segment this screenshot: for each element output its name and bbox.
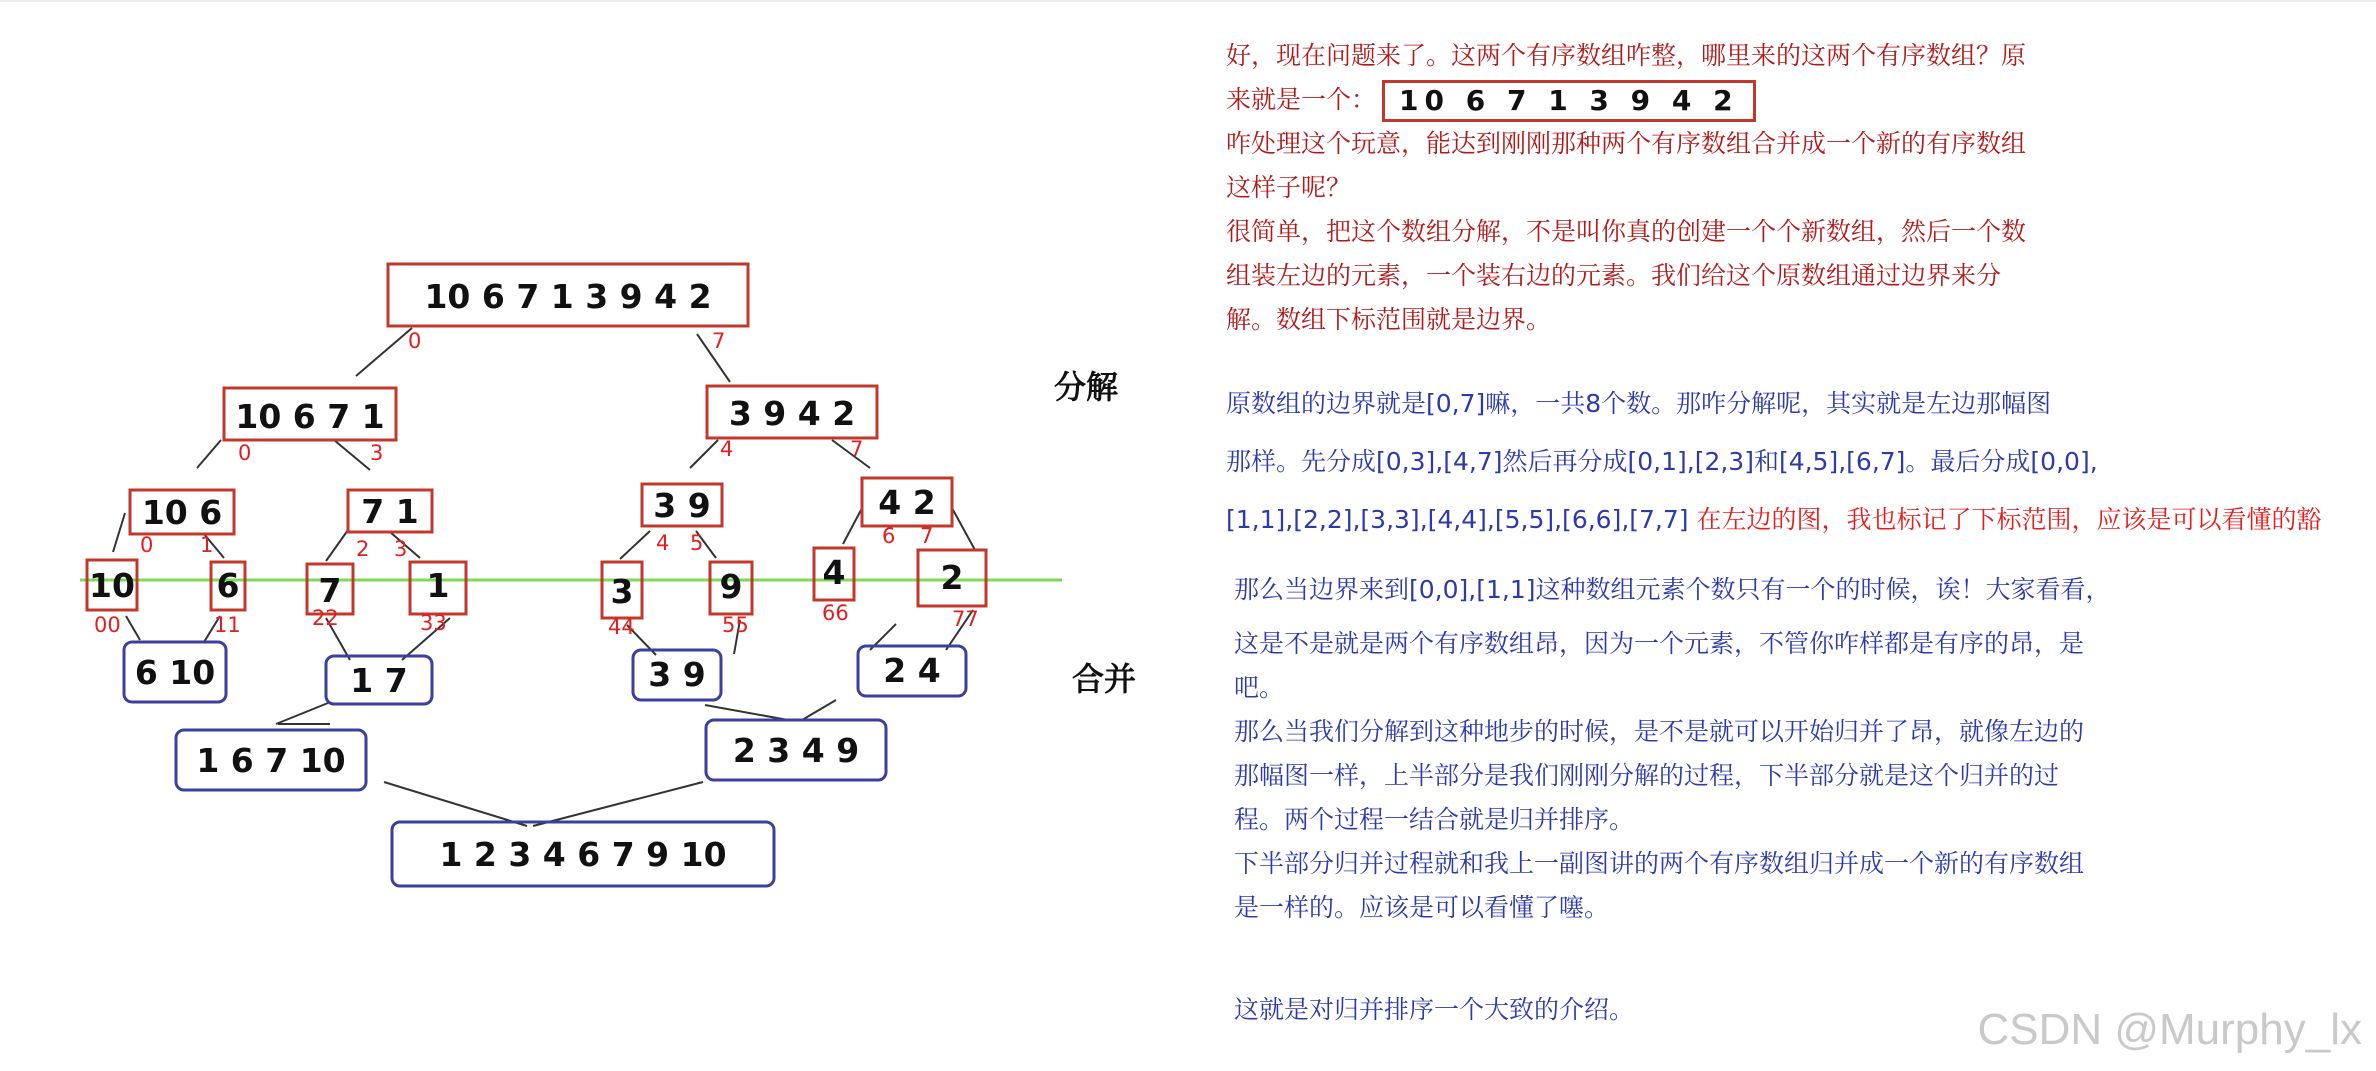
node-text: 6	[216, 566, 240, 605]
para-line: 那幅图一样，上半部分是我们刚刚分解的过程，下半部分就是这个归并的过	[1234, 761, 2060, 790]
node-text: 3 9	[653, 486, 711, 525]
index-label: 11	[214, 613, 241, 637]
index-label: 00	[94, 613, 121, 637]
split-node	[642, 484, 722, 555]
node-text: 3 9	[648, 655, 706, 694]
para-text: 来就是一个：	[1226, 85, 1377, 114]
index-label: 7	[850, 437, 864, 461]
node-text: 3	[610, 572, 634, 611]
leaf-node	[602, 562, 642, 639]
para-line: 好，现在问题来了。这两个有序数组咋整，哪里来的这两个有序数组？原	[1226, 41, 2027, 70]
split-node	[224, 388, 396, 465]
para-line: 程。两个过程一结合就是归并排序。	[1234, 805, 1635, 834]
merge-connectors	[126, 610, 973, 826]
index-label: 0	[140, 533, 154, 557]
node-text: 1 6 7 10	[196, 741, 346, 780]
para-line: 解。数组下标范围就是边界。	[1226, 305, 1552, 334]
para-line	[1226, 78, 1756, 122]
watermark: CSDN @Murphy_lx	[1977, 1005, 2362, 1054]
index-label: 22	[312, 606, 339, 630]
index-label: 2	[356, 537, 370, 561]
split-node	[707, 386, 877, 461]
index-label: 44	[608, 615, 635, 639]
node-text: 10 6 7 1 3 9 4 2	[424, 277, 712, 316]
index-label: 55	[722, 613, 749, 637]
index-label: 66	[822, 601, 849, 625]
split-label: 分解	[1054, 368, 1119, 406]
node-text: 7	[318, 571, 342, 610]
node-text: 2	[940, 558, 964, 597]
merge-node	[124, 642, 226, 702]
merge-node	[858, 646, 966, 696]
para-line: 这样子呢？	[1226, 173, 1352, 202]
para-line: 下半部分归并过程就和我上一副图讲的两个有序数组归并成一个新的有序数组	[1234, 849, 2085, 878]
node-text: 10 6 7 1	[235, 397, 385, 436]
index-label: 0	[238, 441, 252, 465]
index-label: 5	[690, 531, 704, 555]
para-text-highlight: 在左边的图，我也标记了下标范围，应该是可以看懂的豁	[1696, 505, 2322, 534]
leaf-node	[410, 562, 466, 635]
node-text: 2 4	[883, 651, 941, 690]
node-text: 1 2 3 4 6 7 9 10	[439, 835, 727, 874]
index-label: 7	[920, 524, 934, 548]
leaf-node	[814, 548, 854, 625]
para-line: 那么当我们分解到这种地步的时候，是不是就可以开始归并了昂，就像左边的	[1234, 717, 2085, 746]
node-text: 4 2	[878, 483, 936, 522]
split-node	[862, 478, 952, 548]
index-label: 6	[882, 524, 896, 548]
index-label: 77	[952, 607, 979, 631]
split-node	[388, 264, 748, 353]
node-text: 9	[719, 567, 743, 606]
para-line: 那么当边界来到[0,0],[1,1]这种数组元素个数只有一个的时候，诶！大家看看，	[1234, 575, 2111, 604]
index-label: 4	[720, 437, 734, 461]
node-text: 4	[822, 553, 846, 592]
index-label: 7	[712, 329, 726, 353]
para-line: 那样。先分成[0,3],[4,7]然后再分成[0,1],[2,3]和[4,5],[6,7]。最后分成[0,0],	[1226, 447, 2098, 476]
merge-node	[392, 822, 774, 886]
array-box: 10 6 7 1 3 9 4 2	[1382, 80, 1756, 122]
index-label: 4	[656, 531, 670, 555]
index-label: 1	[200, 533, 214, 557]
para-line: 吧。	[1234, 673, 1285, 702]
index-label: 3	[394, 537, 408, 561]
merge-node	[326, 656, 432, 704]
node-text: 3 9 4 2	[728, 394, 856, 433]
node-text: 6 10	[134, 653, 216, 692]
index-label: 33	[420, 611, 447, 635]
para-line: 是一样的。应该是可以看懂了噻。	[1234, 893, 1610, 922]
node-text: 7 1	[361, 492, 419, 531]
para-line: 这就是对归并排序一个大致的介绍。	[1234, 995, 1635, 1024]
index-label: 0	[408, 329, 422, 353]
node-text: 1 7	[350, 661, 408, 700]
para-line: 原数组的边界就是[0,7]嘛，一共8个数。那咋分解呢，其实就是左边那幅图	[1226, 389, 2052, 418]
index-label: 3	[370, 441, 384, 465]
para-line: 这是不是就是两个有序数组昂，因为一个元素，不管你咋样都是有序的昂，是	[1234, 629, 2085, 658]
para-line: 很简单，把这个数组分解，不是叫你真的创建一个个新数组，然后一个数	[1226, 217, 2027, 246]
node-text: 1	[426, 566, 450, 605]
para-line: 咋处理这个玩意，能达到刚刚那种两个有序数组合并成一个新的有序数组	[1226, 129, 2027, 158]
node-text: 10 6	[141, 493, 223, 532]
merge-label: 合并	[1072, 660, 1137, 698]
split-node	[130, 490, 234, 557]
leaf-node	[307, 564, 353, 630]
leaf-node	[710, 562, 752, 637]
leaf-node	[211, 562, 245, 637]
para-text: [1,1],[2,2],[3,3],[4,4],[5,5],[6,6],[7,7]	[1226, 505, 1689, 534]
merge-node	[706, 720, 886, 780]
node-text: 2 3 4 9	[732, 731, 860, 770]
leaf-node	[87, 560, 137, 637]
node-text: 10	[89, 566, 135, 605]
merge-node	[176, 730, 366, 790]
split-node	[348, 490, 432, 561]
para-line	[1226, 498, 2322, 542]
leaf-node	[918, 550, 986, 631]
para-line: 组装左边的元素，一个装右边的元素。我们给这个原数组通过边界来分	[1226, 261, 2002, 290]
merge-sort-diagram	[0, 0, 1180, 900]
merge-node	[633, 650, 721, 700]
